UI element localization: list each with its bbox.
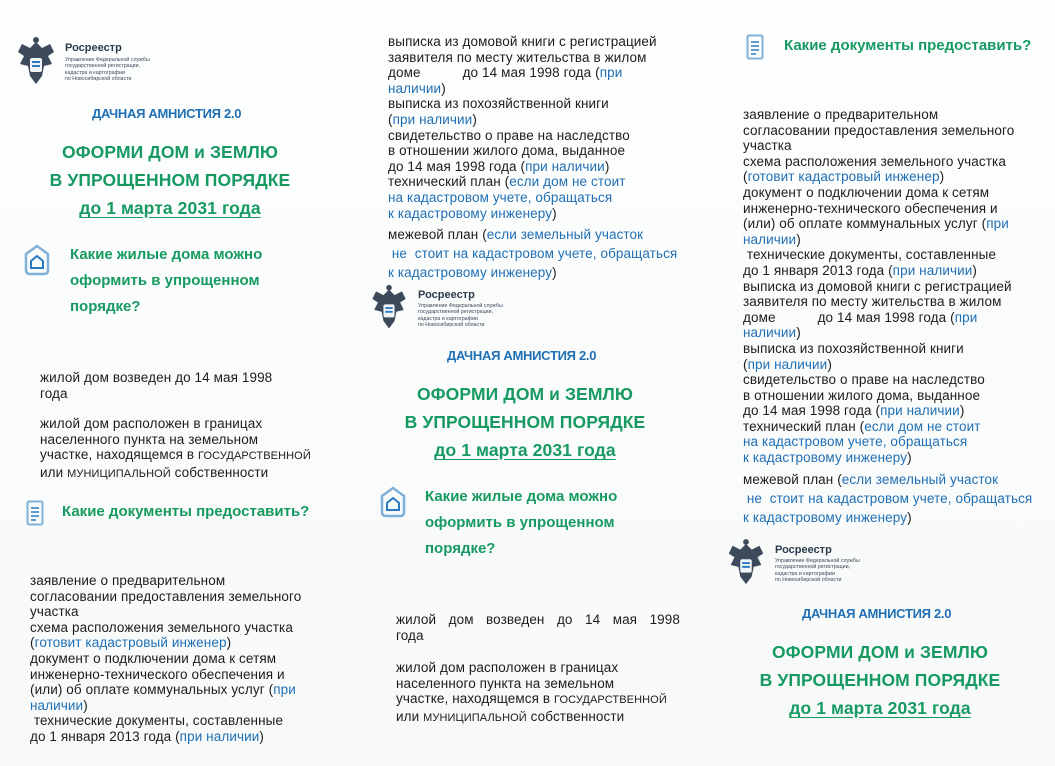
document-icon: [746, 34, 764, 60]
eagle-emblem-icon: [366, 284, 412, 334]
docs-list-col2: выписка из домовой книги с регистрацией заявителя по месту жительства в жилом доме до 14 мая 1998 года (при наличии) выписка из похозяйственной книги (при наличии) свидетельство о праве на наследство в отношении жилого дома, выданное до 14 мая 1998 года (при наличии) технический план (если дом не стоит на кадастровом учете, обращаться к кадастровому инженеру) межевой план (если земельный участок не стоит на кадастровом учете, обращаться к кадастровому инженеру): [388, 34, 678, 281]
org-subtitle: Управление Федеральной службы государственной регистрации, кадастра и картографии по Новосибирской области: [775, 558, 860, 584]
main-heading: ОФОРМИ ДОМ и ЗЕМЛЮ В УПРОЩЕННОМ ПОРЯДКЕ до 1 марта 2031 года: [759, 642, 1001, 718]
house-condition-1: жилой дом возведен до 14 мая 1998 года: [396, 612, 680, 643]
amnesty-label: ДАЧНАЯ АМНИСТИЯ 2.0: [92, 106, 242, 121]
eagle-emblem-icon: [12, 36, 60, 90]
rosreestr-logo: [723, 538, 923, 592]
house-condition-2: жилой дом расположен в границах населенного пункта на земельном участке, находящемся в ГОСУДАРСТВЕННОЙ или МУНИЦИПАЛЬНОЙ собственности: [396, 660, 667, 724]
rosreestr-logo: [12, 36, 212, 92]
house-condition-2: жилой дом расположен в границах населенного пункта на земельном участке, находящемся в ГОСУДАРСТВЕННОЙ или МУНИЦИПАЛЬНОЙ собственности: [40, 416, 311, 480]
houses-question: Какие жилые дома можно оформить в упрощенном порядке?: [70, 246, 263, 315]
main-heading: ОФОРМИ ДОМ и ЗЕМЛЮ В УПРОЩЕННОМ ПОРЯДКЕ до 1 марта 2031 года: [49, 142, 291, 218]
rosreestr-logo: [366, 284, 566, 336]
amnesty-label: ДАЧНАЯ АМНИСТИЯ 2.0: [802, 606, 952, 621]
org-subtitle: Управление Федеральной службы государственной регистрации, кадастра и картографии по Новосибирской области: [65, 57, 150, 83]
house-icon: [22, 244, 52, 276]
house-condition-1: жилой дом возведен до 14 мая 1998 года: [40, 370, 273, 401]
docs-list-col3: заявление о предварительном согласовании предоставления земельного участка схема расположения земельного участка (готовит кадастровый инженер) документ о подключении дома к сетям инженерно-технического обеспечения и (или) об оплате коммунальных услуг (при наличии) технические документы, составленные до 1 января 2013 года (при наличии) выписка из домовой книги с регистрацией заявителя по месту жительства в жилом доме до 14 мая 1998 года (при наличии) выписка из похозяйственной книги (при наличии) свидетельство о праве на наследство в отношении жилого дома, выданное до 14 мая 1998 года (при наличии) технический план (если дом не стоит на кадастровом учете, обращаться к кадастровому инженеру) межевой план (если земельный участок не стоит на кадастровом учете, обращаться к кадастровому инженеру): [743, 107, 1033, 525]
house-icon: [378, 486, 408, 518]
amnesty-label: ДАЧНАЯ АМНИСТИЯ 2.0: [447, 348, 597, 363]
org-name: Росреестр: [65, 42, 122, 54]
eagle-emblem-icon: [723, 538, 769, 590]
org-subtitle: Управление Федеральной службы государственной регистрации, кадастра и картографии по Новосибирской области: [418, 303, 503, 329]
docs-list-col1: заявление о предварительном согласовании предоставления земельного участка схема расположения земельного участка (готовит кадастровый инженер) документ о подключении дома к сетям инженерно-технического обеспечения и (или) об оплате коммунальных услуг (при наличии) технические документы, составленные до 1 января 2013 года (при наличии): [30, 573, 302, 744]
main-heading: ОФОРМИ ДОМ и ЗЕМЛЮ В УПРОЩЕННОМ ПОРЯДКЕ до 1 марта 2031 года: [404, 384, 646, 460]
docs-question: Какие документы предоставить?: [62, 503, 310, 520]
houses-question: Какие жилые дома можно оформить в упрощенном порядке?: [425, 488, 618, 557]
docs-question: Какие документы предоставить?: [784, 37, 1032, 54]
org-name: Росреестр: [418, 289, 475, 301]
document-icon: [26, 500, 44, 526]
org-name: Росреестр: [775, 544, 832, 556]
